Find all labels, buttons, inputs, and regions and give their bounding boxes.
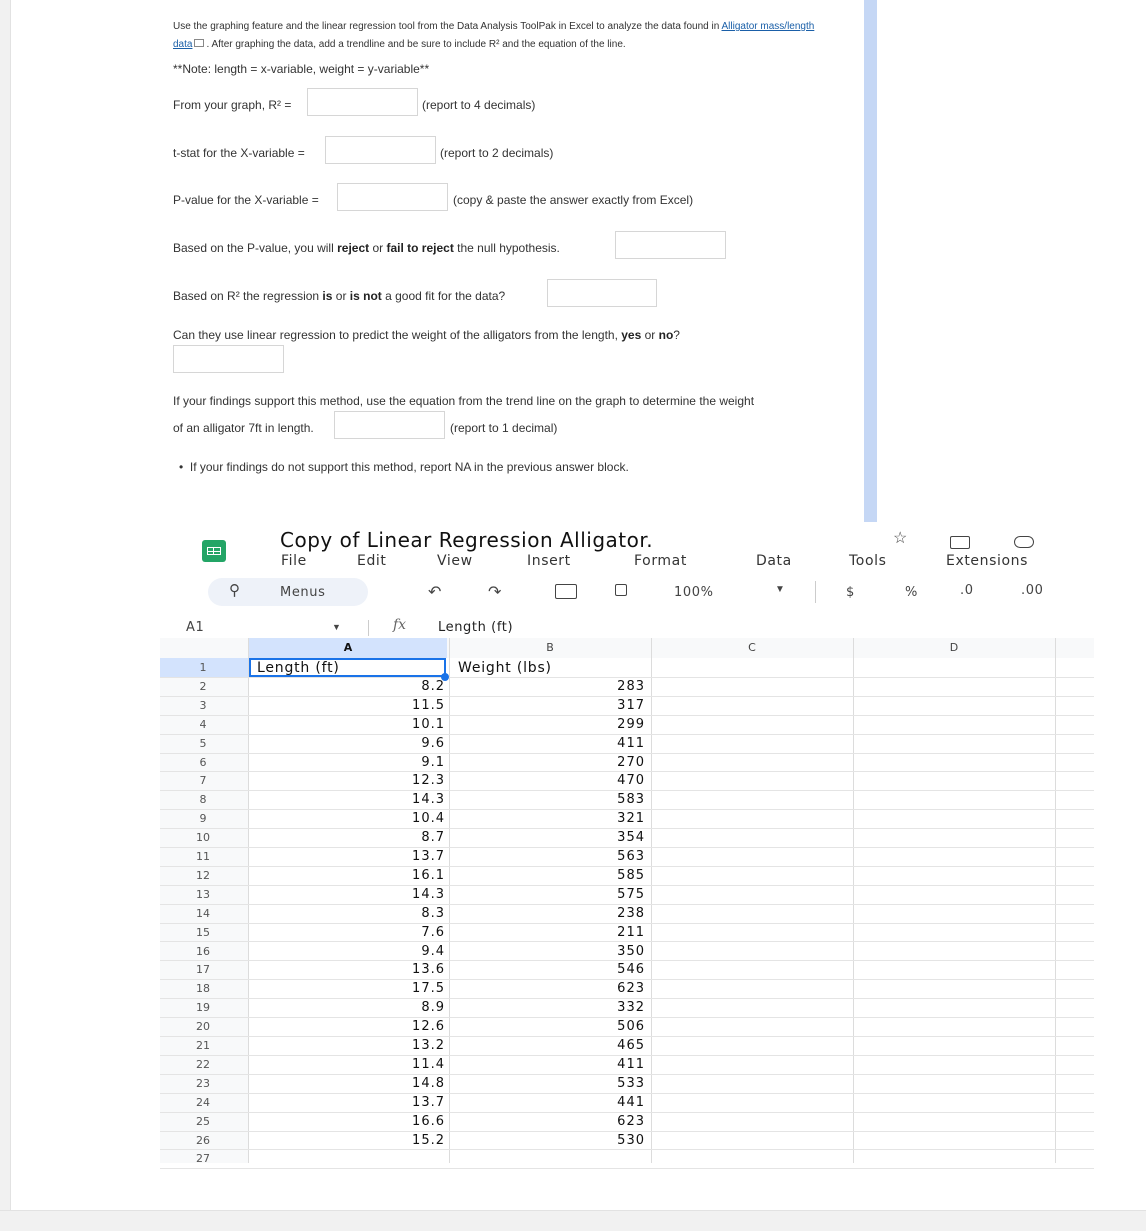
cell-length[interactable]: 13.7 <box>412 1095 445 1110</box>
menu-file[interactable]: File <box>281 553 307 569</box>
cell-length[interactable]: 14.8 <box>412 1076 445 1091</box>
external-link-icon <box>194 39 204 47</box>
column-gridline <box>248 638 249 1163</box>
row-number[interactable]: 2 <box>199 680 207 693</box>
row-number[interactable]: 7 <box>199 774 207 787</box>
cell-weight[interactable]: 238 <box>617 906 645 921</box>
row-number[interactable]: 8 <box>199 793 207 806</box>
row-number[interactable]: 5 <box>199 737 207 750</box>
row-gridline <box>160 960 1094 961</box>
paint-format-icon[interactable] <box>615 584 627 596</box>
predict-yes: yes <box>621 328 642 342</box>
fail-reject-word: fail to reject <box>386 241 454 255</box>
r2-input[interactable] <box>307 88 418 116</box>
row-number[interactable]: 9 <box>199 812 207 825</box>
cell-weight[interactable]: 283 <box>617 679 645 694</box>
fit-question <box>173 289 505 303</box>
cell-header-length[interactable]: Length (ft) <box>257 660 340 676</box>
cell-length[interactable]: 9.4 <box>421 944 445 959</box>
column-gridline <box>449 638 450 1163</box>
cell-length[interactable]: 10.1 <box>412 717 445 732</box>
row-number[interactable]: 13 <box>196 888 210 901</box>
cell-weight[interactable]: 299 <box>617 717 645 732</box>
cell-reference[interactable]: A1 <box>186 620 205 635</box>
cell-length[interactable]: 15.2 <box>412 1133 445 1148</box>
cell-weight[interactable]: 585 <box>617 868 645 883</box>
pvalue-input[interactable] <box>337 183 448 211</box>
predict-no: no <box>658 328 674 342</box>
cell-length[interactable]: 9.6 <box>421 736 445 751</box>
predict-pre: Can they use linear regression to predict the weight of the alligators from the length, <box>173 328 622 342</box>
cell-length[interactable]: 11.4 <box>412 1057 445 1072</box>
row-gridline <box>160 847 1094 848</box>
row-gridline <box>160 923 1094 924</box>
column-header-b[interactable]: B <box>546 641 554 654</box>
reject-pre: Based on the P-value, you will <box>173 241 338 255</box>
cell-length[interactable]: 16.1 <box>412 868 445 883</box>
menu-tools[interactable]: Tools <box>849 553 887 569</box>
formula-input[interactable]: Length (ft) <box>438 620 514 635</box>
row-number[interactable]: 1 <box>199 661 207 674</box>
zoom-select[interactable]: 100% <box>674 585 714 600</box>
cell-weight[interactable]: 465 <box>617 1038 645 1053</box>
weight-input[interactable] <box>334 411 445 439</box>
intro-paragraph <box>173 18 833 54</box>
fit-post: a good fit for the data? <box>381 289 506 303</box>
row-gridline <box>160 734 1094 735</box>
row-gridline <box>160 998 1094 999</box>
row-gridline <box>160 1112 1094 1113</box>
row-gridline <box>160 771 1094 772</box>
row-number[interactable]: 16 <box>196 945 210 958</box>
cell-weight[interactable]: 270 <box>617 755 645 770</box>
intro-part-2: . After graphing the data, add a trendline and be sure to include R² and the equation of the line. <box>206 39 626 50</box>
cell-length[interactable]: 13.7 <box>412 849 445 864</box>
row-gridline <box>160 904 1094 905</box>
cell-length[interactable]: 9.1 <box>421 755 445 770</box>
percent-format-button[interactable]: % <box>905 585 918 600</box>
predict-post: ? <box>673 328 680 342</box>
row-number[interactable]: 19 <box>196 1001 210 1014</box>
reject-input[interactable] <box>615 231 726 259</box>
row-gridline <box>160 1168 1094 1169</box>
bullet-text: If your findings do not support this method, report NA in the previous answer block. <box>189 460 629 474</box>
cell-weight[interactable]: 411 <box>617 736 645 751</box>
cell-weight[interactable]: 546 <box>617 962 645 977</box>
row-gridline <box>160 1093 1094 1094</box>
undo-icon[interactable]: ↶ <box>428 584 442 601</box>
cell-weight[interactable]: 332 <box>617 1000 645 1015</box>
formula-divider <box>368 620 369 636</box>
pvalue-hint: (copy & paste the answer exactly from Excel) <box>453 193 694 207</box>
cell-weight[interactable]: 354 <box>617 830 645 845</box>
column-header-a[interactable]: A <box>343 641 353 654</box>
decrease-decimal-button[interactable]: .0 <box>960 583 974 598</box>
cell-length[interactable]: 13.2 <box>412 1038 445 1053</box>
row-number[interactable]: 17 <box>196 963 210 976</box>
row-number[interactable]: 14 <box>196 907 210 920</box>
cell-weight[interactable]: 350 <box>617 944 645 959</box>
row-gridline <box>160 1055 1094 1056</box>
row-number[interactable]: 21 <box>196 1039 210 1052</box>
name-box-chevron-down-icon[interactable]: ▼ <box>332 622 341 632</box>
currency-format-button[interactable]: $ <box>846 585 855 600</box>
cell-length[interactable]: 8.3 <box>421 906 445 921</box>
cell-length[interactable]: 14.3 <box>412 792 445 807</box>
cell-length[interactable]: 13.6 <box>412 962 445 977</box>
fx-icon: fx <box>393 617 407 633</box>
findings-line-2: of an alligator 7ft in length. <box>173 421 314 435</box>
row-number[interactable]: 4 <box>199 718 207 731</box>
left-panel-edge <box>0 0 11 1230</box>
reject-post: the null hypothesis. <box>453 241 560 255</box>
cell-header-weight[interactable]: Weight (lbs) <box>458 660 552 676</box>
row-number[interactable]: 25 <box>196 1115 210 1128</box>
row-number[interactable]: 10 <box>196 831 210 844</box>
menu-format[interactable]: Format <box>634 553 687 569</box>
cell-weight[interactable]: 533 <box>617 1076 645 1091</box>
column-gridline <box>853 638 854 1163</box>
row-number[interactable]: 20 <box>196 1020 210 1033</box>
menu-extensions[interactable]: Extensions <box>946 553 1029 569</box>
spreadsheet-title[interactable]: Copy of Linear Regression Alligator. <box>280 528 654 552</box>
cell-length[interactable]: 8.7 <box>421 830 445 845</box>
row-number[interactable]: 15 <box>196 926 210 939</box>
cell-weight[interactable]: 317 <box>617 698 645 713</box>
row-number[interactable]: 12 <box>196 869 210 882</box>
fit-pre: Based on R² the regression <box>173 289 323 303</box>
row-gridline <box>160 809 1094 810</box>
column-header-c[interactable]: C <box>748 641 756 654</box>
tstat-label: t-stat for the X-variable = <box>173 146 305 160</box>
fit-is: is <box>322 289 333 303</box>
cloud-status-icon[interactable] <box>1014 536 1034 548</box>
bottom-status-bar <box>0 1210 1146 1231</box>
row-gridline <box>160 885 1094 886</box>
row-gridline <box>160 715 1094 716</box>
zoom-chevron-down-icon[interactable]: ▼ <box>775 584 785 595</box>
row-gridline <box>160 696 1094 697</box>
fit-mid: or <box>332 289 350 303</box>
row-number[interactable]: 24 <box>196 1096 210 1109</box>
row-gridline <box>160 1131 1094 1132</box>
reject-word: reject <box>337 241 370 255</box>
cell-weight[interactable]: 623 <box>617 981 645 996</box>
column-gridline <box>651 638 652 1163</box>
row-gridline <box>160 866 1094 867</box>
redo-icon[interactable]: ↷ <box>488 584 502 601</box>
cell-weight[interactable]: 470 <box>617 773 645 788</box>
row-number[interactable]: 11 <box>196 850 210 863</box>
cell-weight[interactable]: 321 <box>617 811 645 826</box>
alligator-data-link[interactable]: Alligator mass/length data <box>173 21 815 50</box>
cell-weight[interactable]: 623 <box>617 1114 645 1129</box>
row-gridline <box>160 790 1094 791</box>
scrollbar-strip[interactable] <box>864 0 877 522</box>
reject-question <box>173 241 560 255</box>
row-gridline <box>160 979 1094 980</box>
cell-length[interactable]: 11.5 <box>412 698 445 713</box>
tstat-hint: (report to 2 decimals) <box>440 146 554 160</box>
cell-length[interactable]: 14.3 <box>412 887 445 902</box>
row-gridline <box>160 828 1094 829</box>
cell-length[interactable]: 7.6 <box>421 925 445 940</box>
predict-question <box>173 328 680 342</box>
row-number[interactable]: 23 <box>196 1077 210 1090</box>
cell-weight[interactable]: 211 <box>617 925 645 940</box>
cell-length[interactable]: 8.2 <box>421 679 445 694</box>
cell-length[interactable]: 12.6 <box>412 1019 445 1034</box>
row-gridline <box>160 1074 1094 1075</box>
sheets-logo-icon <box>202 540 226 562</box>
cell-length[interactable]: 17.5 <box>412 981 445 996</box>
row-gridline <box>160 1149 1094 1150</box>
fit-input[interactable] <box>547 279 657 307</box>
row-gridline <box>160 677 1094 678</box>
row-number[interactable]: 6 <box>199 756 207 769</box>
cell-weight[interactable]: 411 <box>617 1057 645 1072</box>
findings-line-1: If your findings support this method, use the equation from the trend line on the graph to determine the weight <box>173 394 755 408</box>
bullet-dot-icon: • <box>179 460 184 474</box>
pvalue-label: P-value for the X-variable = <box>173 193 319 207</box>
cell-length[interactable]: 16.6 <box>412 1114 445 1129</box>
cell-weight[interactable]: 506 <box>617 1019 645 1034</box>
increase-decimal-button[interactable]: .00 <box>1021 583 1044 598</box>
column-header-d[interactable]: D <box>949 641 959 654</box>
row-gridline <box>160 941 1094 942</box>
cell-length[interactable]: 8.9 <box>421 1000 445 1015</box>
note-text: **Note: length = x-variable, weight = y-variable** <box>173 62 430 76</box>
bullet-item <box>179 460 629 474</box>
r2-label: From your graph, R² = <box>173 98 292 112</box>
menu-data[interactable]: Data <box>756 553 792 569</box>
row-gridline <box>160 1017 1094 1018</box>
cell-length[interactable]: 12.3 <box>412 773 445 788</box>
predict-input[interactable] <box>173 345 284 373</box>
row-number[interactable]: 22 <box>196 1058 210 1071</box>
column-gridline <box>1055 638 1056 1163</box>
row-number[interactable]: 3 <box>199 699 207 712</box>
fit-is-not: is not <box>349 289 382 303</box>
cell-weight[interactable]: 575 <box>617 887 645 902</box>
row-number[interactable]: 27 <box>196 1152 210 1165</box>
menu-search-label: Menus <box>280 585 326 600</box>
cell-weight[interactable]: 530 <box>617 1133 645 1148</box>
print-icon[interactable] <box>555 584 577 599</box>
menu-edit[interactable]: Edit <box>357 553 387 569</box>
menu-view[interactable]: View <box>437 553 473 569</box>
row-number[interactable]: 18 <box>196 982 210 995</box>
toolbar-divider <box>815 581 816 603</box>
weight-hint: (report to 1 decimal) <box>450 421 558 435</box>
cell-weight[interactable]: 563 <box>617 849 645 864</box>
row-gridline <box>160 1036 1094 1037</box>
star-icon[interactable]: ☆ <box>893 530 908 547</box>
move-folder-icon[interactable] <box>950 536 970 549</box>
r2-hint: (report to 4 decimals) <box>422 98 536 112</box>
menu-insert[interactable]: Insert <box>527 553 571 569</box>
cell-length[interactable]: 10.4 <box>412 811 445 826</box>
cell-weight[interactable]: 441 <box>617 1095 645 1110</box>
cell-weight[interactable]: 583 <box>617 792 645 807</box>
predict-mid: or <box>641 328 659 342</box>
row-number[interactable]: 26 <box>196 1134 210 1147</box>
row-gridline <box>160 753 1094 754</box>
reject-mid: or <box>369 241 387 255</box>
tstat-input[interactable] <box>325 136 436 164</box>
intro-part-1: Use the graphing feature and the linear regression tool from the Data Analysis ToolPak in Excel to analyze the data found in <box>173 21 722 32</box>
search-icon: ⚲ <box>229 582 240 599</box>
